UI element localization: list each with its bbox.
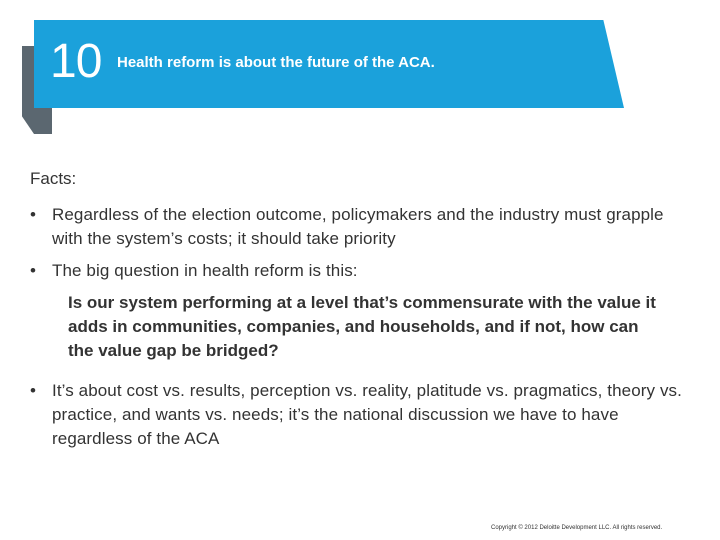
slide-number: 10 [50, 35, 102, 88]
bullet-marker: • [30, 205, 37, 224]
bullet-text: It’s about cost vs. results, perception vs. reality, platitude vs. pragmatics, theory vs. practice, and wants vs. needs; it’s the national discussion we have to have regardless of the ACA [52, 381, 682, 448]
bullet-marker: • [30, 381, 37, 400]
bullet-item [30, 379, 690, 451]
copyright-notice: Copyright © 2012 Deloitte Development LLC. All rights reserved. [491, 525, 663, 531]
key-question: Is our system performing at a level that’s commensurate with the value it adds in communities, companies, and households, and if not, how can the value gap be bridged? [68, 293, 656, 360]
slide-title: Health reform is about the future of the ACA. [117, 54, 435, 71]
facts-label: Facts: [30, 169, 77, 188]
bullet-item [30, 259, 690, 283]
bullet-text: The big question in health reform is this: [52, 261, 358, 280]
bullet-item [30, 203, 690, 251]
bullet-text: Regardless of the election outcome, policymakers and the industry must grapple with the system’s costs; it should take priority [52, 205, 664, 248]
bullet-list [30, 203, 690, 451]
bullet-marker: • [30, 261, 37, 280]
